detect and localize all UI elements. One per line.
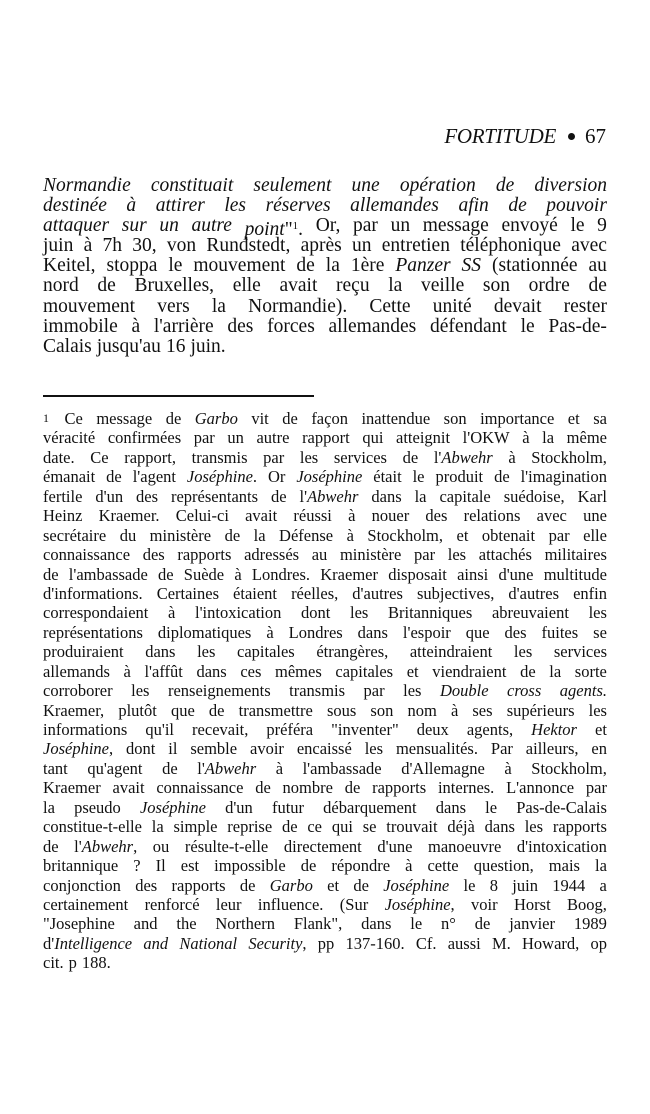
body-line: immobile à l'arrière des forces allemandes défendant le Pas-de-	[43, 315, 607, 337]
body-line: nord de Bruxelles, elle avait reçu la veille son ordre de	[43, 275, 607, 297]
footnote-line: allemands à l'affût dans ces mêmes capitales et viendraient de la sorte	[43, 661, 607, 681]
footnote-line: Kraemer avait connaissance de nombre de rapports internes. L'annonce par	[43, 778, 607, 798]
footnote-line: produiraient dans les capitales étrangères, atteindraient les services	[43, 642, 607, 662]
footnote-separator-rule	[43, 395, 314, 397]
footnote-line: connaissance des rapports adressés au ministère par les attachés militaires	[43, 545, 607, 565]
footnote-line: d'informations. Certaines étaient réelles, d'autres subjectives, d'autres enfin	[43, 583, 607, 603]
footnote-line: tant qu'agent de l'Abwehr à l'ambassade d'Allemagne à Stockholm,	[43, 758, 607, 778]
chapter-title: FORTITUDE	[444, 124, 556, 148]
body-line: attaquer sur un autre point"$^1$. Or, par un message envoyé le 9	[43, 215, 607, 241]
footnote-line: date. Ce rapport, transmis par les services de l'Abwehr à Stockholm,	[43, 447, 607, 467]
body-line: Normandie constituait seulement une opération de diversion	[43, 175, 607, 196]
footnote-line: véracité confirmées par un autre rapport qui atteignit l'OKW à la même	[43, 428, 607, 448]
bullet-separator-icon	[568, 133, 575, 140]
main-paragraph	[43, 176, 607, 357]
footnote-marker: 1	[43, 411, 49, 425]
footnote-line: d'Intelligence and National Security, pp 137-160. Cf. aussi M. Howard, op	[43, 933, 607, 953]
footnote-line: "Josephine and the Northern Flank", dans le n° de janvier 1989	[43, 914, 607, 934]
footnote-line: constitue-t-elle la simple reprise de ce qui se trouvait déjà dans les rapports	[43, 817, 607, 837]
body-line: Keitel, stoppa le mouvement de la 1ère Panzer SS (stationnée au	[43, 255, 607, 277]
running-head	[444, 124, 606, 148]
body-line: Calais jusqu'au 16 juin.	[43, 335, 226, 357]
footnote-line: émanait de l'agent Joséphine. Or Joséphine était le produit de l'imagination	[43, 467, 607, 487]
footnote-line: conjonction des rapports de Garbo et de Joséphine le 8 juin 1944 a	[43, 875, 607, 895]
footnote-line: Joséphine, dont il semble avoir encaissé les mensualités. Par ailleurs, en	[43, 739, 607, 759]
footnote-line: certainement renforcé leur influence. (Sur Joséphine, voir Horst Boog,	[43, 894, 607, 914]
footnote-line: britannique ? Il est impossible de répondre à cette question, mais la	[43, 856, 607, 876]
footnote-line: de l'ambassade de Suède à Londres. Kraemer disposait ainsi d'une multitude	[43, 564, 607, 584]
footnote-line: Heinz Kraemer. Celui-ci avait réussi à nouer des relations avec une	[43, 506, 607, 526]
page-number: 67	[585, 124, 606, 148]
footnote-line: 1 Ce message de Garbo vit de façon inattendue son importance et sa	[43, 409, 607, 428]
body-line: juin à 7h 30, von Rundstedt, après un entretien téléphonique avec	[43, 235, 607, 257]
footnote-line: corroborer les renseignements transmis par les Double cross agents.	[43, 681, 607, 701]
footnote-line: représentations diplomatiques à Londres dans l'espoir que des fuites se	[43, 622, 607, 642]
footnote-line: informations qu'il recevait, préféra "inventer" deux agents, Hektor et	[43, 720, 607, 739]
footnote-line: correspondaient à l'intoxication dont les Britanniques abreuvaient les	[43, 603, 607, 623]
footnote-line: secrétaire du ministère de la Défense à Stockholm, et obtenait par elle	[43, 525, 607, 545]
body-line: mouvement vers la Normandie). Cette unité devait rester	[43, 295, 607, 317]
footnote-line: fertile d'un des représentants de l'Abwehr dans la capitale suédoise, Karl	[43, 486, 607, 506]
footnote-1	[43, 409, 607, 973]
body-line: destinée à attirer les réserves allemandes afin de pouvoir	[43, 195, 607, 217]
footnote-line: la pseudo Joséphine d'un futur débarquement dans le Pas-de-Calais	[43, 797, 607, 817]
footnote-line: de l'Abwehr, ou résulte-t-elle directement d'une manoeuvre d'intoxication	[43, 836, 607, 856]
footnote-line: cit. p 188.	[43, 953, 111, 973]
footnote-line: Kraemer, plutôt que de transmettre sous son nom à ses supérieurs les	[43, 700, 607, 720]
